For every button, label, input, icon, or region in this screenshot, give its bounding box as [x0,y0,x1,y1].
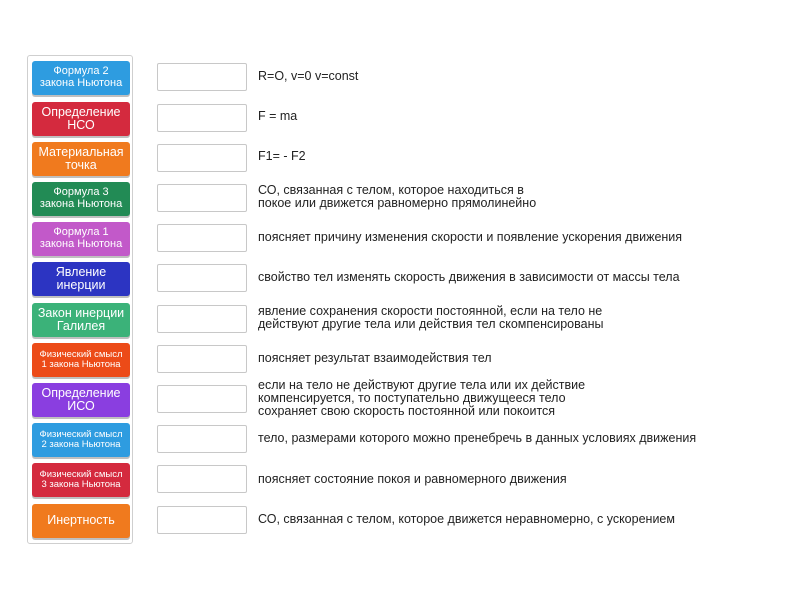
drop-slot-5[interactable] [157,224,247,252]
drop-slot-2[interactable] [157,104,247,132]
drop-slot-1[interactable] [157,63,247,91]
description-7: явление сохранения скорости постоянной, если на тело не действуют другие тела или действия тел скомпенсированы [258,304,604,331]
tile-material-point[interactable]: Материальная точка [32,142,130,176]
drop-slot-7[interactable] [157,305,247,333]
tile-meaning-2-law[interactable]: Физический смысл 2 закона Ньютона [32,423,130,457]
description-2: F = ma [258,109,298,123]
tile-galileo-law[interactable]: Закон инерции Галилея [32,303,130,337]
drop-slot-10[interactable] [157,425,247,453]
drop-slot-6[interactable] [157,264,247,292]
tile-formula-1-law[interactable]: Формула 1 закона Ньютона [32,222,130,256]
description-6: свойство тел изменять скорость движения в зависимости от массы тела [258,270,680,284]
drop-slot-4[interactable] [157,184,247,212]
description-1: R=O, v=0 v=const [258,69,359,83]
description-10: тело, размерами которого можно пренебречь в данных условиях движения [258,431,697,445]
tile-meaning-3-law[interactable]: Физический смысл 3 закона Ньютона [32,463,130,497]
description-9: если на тело не действуют другие тела или их действие компенсируется, то поступательно движущееся тело сохраняет свою скорость постоянной или покоится [258,378,586,418]
tile-nso-definition[interactable]: Определение НСО [32,102,130,136]
description-3: F1= - F2 [258,149,306,163]
tile-inertia-phenomenon[interactable]: Явление инерции [32,262,130,296]
drop-slot-9[interactable] [157,385,247,413]
tile-iso-definition[interactable]: Определение ИСО [32,383,130,417]
description-4: СО, связанная с телом, которое находиться в покое или движется равномерно прямолинейно [258,183,537,210]
tile-inertness[interactable]: Инертность [32,504,130,538]
drop-slot-12[interactable] [157,506,247,534]
tile-formula-2-law[interactable]: Формула 2 закона Ньютона [32,61,130,95]
tile-meaning-1-law[interactable]: Физический смысл 1 закона Ньютона [32,343,130,377]
description-11: поясняет состояние покоя и равномерного движения [258,472,567,486]
drop-slot-8[interactable] [157,345,247,373]
description-5: поясняет причину изменения скорости и появление ускорения движения [258,230,683,244]
tile-formula-3-law[interactable]: Формула 3 закона Ньютона [32,182,130,216]
description-8: поясняет результат взаимодействия тел [258,351,492,365]
drop-slot-3[interactable] [157,144,247,172]
description-12: СО, связанная с телом, которое движется неравномерно, с ускорением [258,512,675,526]
drop-slot-11[interactable] [157,465,247,493]
